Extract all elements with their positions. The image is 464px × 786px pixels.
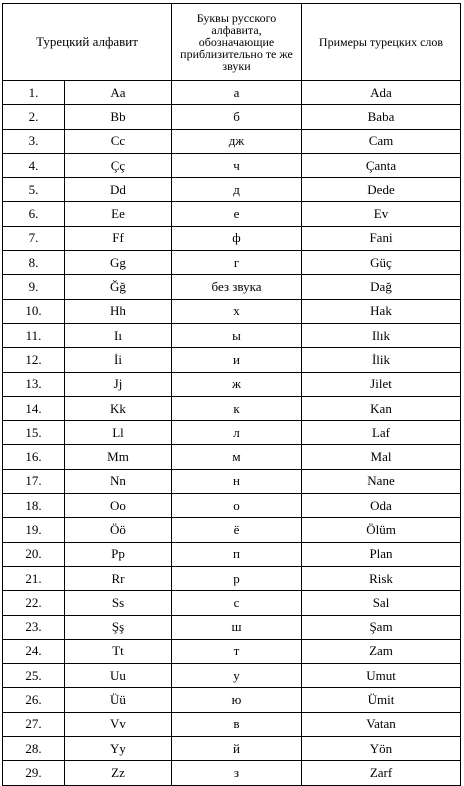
header-russian-letters xyxy=(172,4,302,81)
turkish-letter: Ss xyxy=(65,591,172,615)
example-word: Oda xyxy=(302,494,461,518)
header-russian-letters-label: Буквы русского алфавита, обозначающие приблизительно те же звуки xyxy=(180,11,293,73)
header-examples xyxy=(302,4,461,81)
row-number: 8. xyxy=(3,251,65,275)
turkish-alphabet-table xyxy=(2,3,461,786)
russian-letter: х xyxy=(172,299,302,323)
header-turkish-alphabet xyxy=(3,4,172,81)
row-number: 22. xyxy=(3,591,65,615)
table-row xyxy=(3,591,461,615)
table-row xyxy=(3,469,461,493)
row-number: 24. xyxy=(3,639,65,663)
turkish-letter: Yy xyxy=(65,737,172,761)
table-row xyxy=(3,299,461,323)
row-number: 16. xyxy=(3,445,65,469)
row-number: 21. xyxy=(3,566,65,590)
turkish-letter: Ee xyxy=(65,202,172,226)
row-number: 19. xyxy=(3,518,65,542)
row-number: 3. xyxy=(3,129,65,153)
turkish-letter: Dd xyxy=(65,178,172,202)
example-word: Risk xyxy=(302,566,461,590)
russian-letter: р xyxy=(172,566,302,590)
table-row xyxy=(3,202,461,226)
table-row xyxy=(3,664,461,688)
russian-letter: д xyxy=(172,178,302,202)
row-number: 13. xyxy=(3,372,65,396)
example-word: Güç xyxy=(302,251,461,275)
header-turkish-alphabet-label: Турецкий алфавит xyxy=(36,34,138,49)
table-row xyxy=(3,178,461,202)
row-number: 2. xyxy=(3,105,65,129)
turkish-letter: Çç xyxy=(65,153,172,177)
table-row xyxy=(3,445,461,469)
table-row xyxy=(3,81,461,105)
russian-letter: н xyxy=(172,469,302,493)
row-number: 28. xyxy=(3,737,65,761)
turkish-letter: Öö xyxy=(65,518,172,542)
turkish-letter: Ğğ xyxy=(65,275,172,299)
russian-letter: т xyxy=(172,639,302,663)
turkish-letter: Mm xyxy=(65,445,172,469)
example-word: Ada xyxy=(302,81,461,105)
example-word: Şam xyxy=(302,615,461,639)
turkish-letter: Gg xyxy=(65,251,172,275)
example-word: İlik xyxy=(302,348,461,372)
table-row xyxy=(3,396,461,420)
table-header xyxy=(3,4,461,81)
turkish-letter: Nn xyxy=(65,469,172,493)
row-number: 12. xyxy=(3,348,65,372)
russian-letter: а xyxy=(172,81,302,105)
table-row xyxy=(3,639,461,663)
russian-letter: й xyxy=(172,737,302,761)
example-word: Vatan xyxy=(302,712,461,736)
table-row xyxy=(3,566,461,590)
table-row xyxy=(3,542,461,566)
russian-letter: и xyxy=(172,348,302,372)
example-word: Ilık xyxy=(302,323,461,347)
table-row xyxy=(3,348,461,372)
table-row xyxy=(3,323,461,347)
russian-letter: у xyxy=(172,664,302,688)
example-word: Kan xyxy=(302,396,461,420)
table-row xyxy=(3,275,461,299)
turkish-letter: Tt xyxy=(65,639,172,663)
table-row xyxy=(3,105,461,129)
table-body xyxy=(3,81,461,786)
header-row xyxy=(3,4,461,81)
russian-letter: ф xyxy=(172,226,302,250)
row-number: 11. xyxy=(3,323,65,347)
turkish-letter: Üü xyxy=(65,688,172,712)
turkish-letter: Cc xyxy=(65,129,172,153)
table-row xyxy=(3,737,461,761)
row-number: 10. xyxy=(3,299,65,323)
turkish-letter: Jj xyxy=(65,372,172,396)
russian-letter: п xyxy=(172,542,302,566)
example-word: Ümit xyxy=(302,688,461,712)
russian-letter: ж xyxy=(172,372,302,396)
example-word: Ölüm xyxy=(302,518,461,542)
example-word: Zam xyxy=(302,639,461,663)
row-number: 9. xyxy=(3,275,65,299)
russian-letter: к xyxy=(172,396,302,420)
turkish-letter: Zz xyxy=(65,761,172,785)
russian-letter: б xyxy=(172,105,302,129)
row-number: 23. xyxy=(3,615,65,639)
russian-letter: с xyxy=(172,591,302,615)
example-word: Dağ xyxy=(302,275,461,299)
russian-letter: ч xyxy=(172,153,302,177)
russian-letter: дж xyxy=(172,129,302,153)
russian-letter: ш xyxy=(172,615,302,639)
table-row xyxy=(3,688,461,712)
table-row xyxy=(3,372,461,396)
row-number: 15. xyxy=(3,421,65,445)
turkish-letter: Oo xyxy=(65,494,172,518)
table-row xyxy=(3,226,461,250)
turkish-letter: Hh xyxy=(65,299,172,323)
row-number: 1. xyxy=(3,81,65,105)
example-word: Sal xyxy=(302,591,461,615)
turkish-letter: İi xyxy=(65,348,172,372)
russian-letter: е xyxy=(172,202,302,226)
example-word: Fani xyxy=(302,226,461,250)
russian-letter: о xyxy=(172,494,302,518)
row-number: 6. xyxy=(3,202,65,226)
table-row xyxy=(3,129,461,153)
table-row xyxy=(3,494,461,518)
table-row xyxy=(3,518,461,542)
example-word: Yön xyxy=(302,737,461,761)
turkish-letter: Şş xyxy=(65,615,172,639)
russian-letter: м xyxy=(172,445,302,469)
russian-letter: г xyxy=(172,251,302,275)
example-word: Hak xyxy=(302,299,461,323)
russian-letter: л xyxy=(172,421,302,445)
turkish-letter: Rr xyxy=(65,566,172,590)
table-row xyxy=(3,761,461,785)
turkish-letter: Pp xyxy=(65,542,172,566)
example-word: Nane xyxy=(302,469,461,493)
russian-letter: без звука xyxy=(172,275,302,299)
turkish-letter: Iı xyxy=(65,323,172,347)
row-number: 25. xyxy=(3,664,65,688)
russian-letter: ё xyxy=(172,518,302,542)
row-number: 17. xyxy=(3,469,65,493)
turkish-letter: Uu xyxy=(65,664,172,688)
row-number: 20. xyxy=(3,542,65,566)
turkish-letter: Vv xyxy=(65,712,172,736)
example-word: Mal xyxy=(302,445,461,469)
example-word: Cam xyxy=(302,129,461,153)
turkish-letter: Ff xyxy=(65,226,172,250)
turkish-letter: Aa xyxy=(65,81,172,105)
row-number: 27. xyxy=(3,712,65,736)
example-word: Çanta xyxy=(302,153,461,177)
turkish-letter: Ll xyxy=(65,421,172,445)
row-number: 18. xyxy=(3,494,65,518)
table-row xyxy=(3,421,461,445)
example-word: Baba xyxy=(302,105,461,129)
example-word: Umut xyxy=(302,664,461,688)
example-word: Plan xyxy=(302,542,461,566)
russian-letter: ы xyxy=(172,323,302,347)
row-number: 5. xyxy=(3,178,65,202)
row-number: 29. xyxy=(3,761,65,785)
example-word: Zarf xyxy=(302,761,461,785)
russian-letter: ю xyxy=(172,688,302,712)
turkish-letter: Bb xyxy=(65,105,172,129)
example-word: Dede xyxy=(302,178,461,202)
example-word: Laf xyxy=(302,421,461,445)
table-row xyxy=(3,251,461,275)
row-number: 4. xyxy=(3,153,65,177)
turkish-letter: Kk xyxy=(65,396,172,420)
example-word: Ev xyxy=(302,202,461,226)
example-word: Jilet xyxy=(302,372,461,396)
table-row xyxy=(3,615,461,639)
header-examples-label: Примеры турецких слов xyxy=(318,35,444,49)
row-number: 26. xyxy=(3,688,65,712)
russian-letter: в xyxy=(172,712,302,736)
row-number: 14. xyxy=(3,396,65,420)
row-number: 7. xyxy=(3,226,65,250)
table-row xyxy=(3,153,461,177)
table-row xyxy=(3,712,461,736)
russian-letter: з xyxy=(172,761,302,785)
